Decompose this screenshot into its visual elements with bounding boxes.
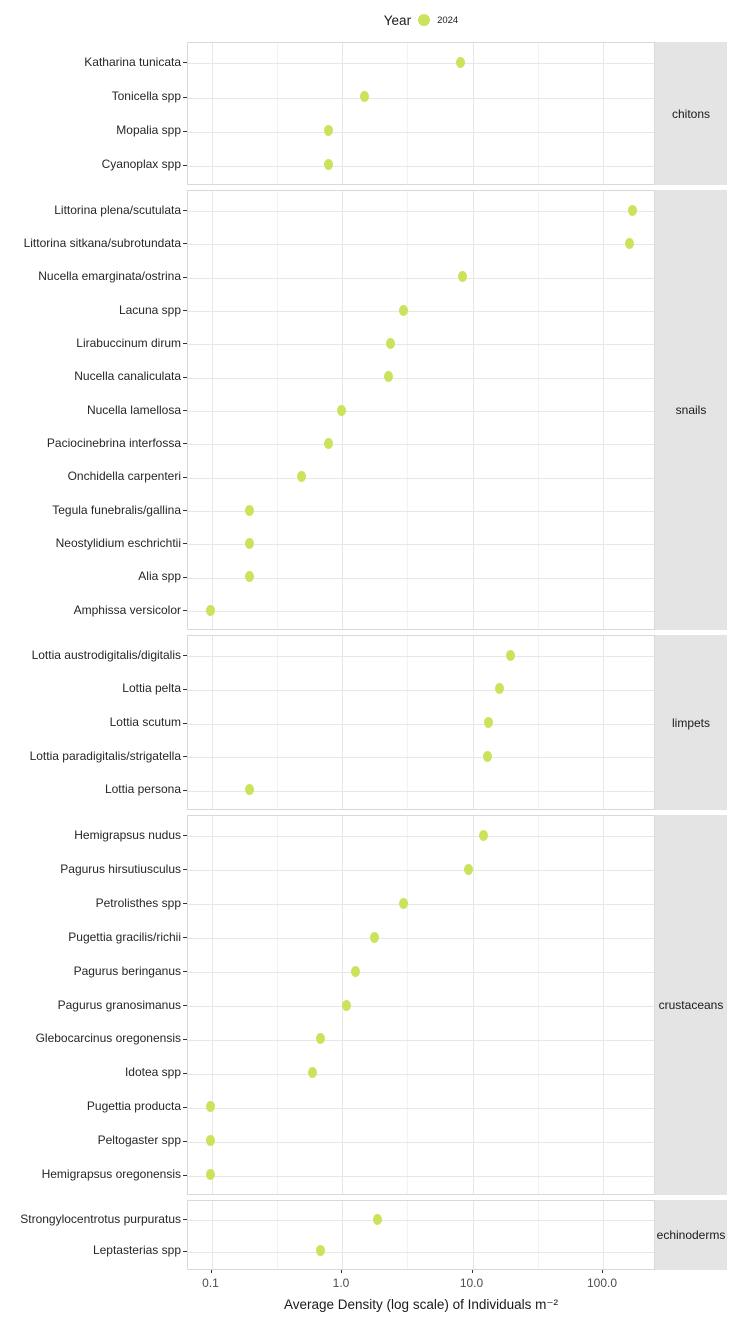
gridline-y-major xyxy=(188,611,654,612)
gridline-y-major xyxy=(188,1176,654,1177)
species-label: Lacuna spp xyxy=(118,302,181,317)
gridline-y-major xyxy=(188,656,654,657)
y-axis-tick xyxy=(183,610,187,611)
gridline-y-major xyxy=(188,166,654,167)
gridline-y-major xyxy=(188,244,654,245)
x-axis-tick-label: 0.1 xyxy=(202,1276,219,1290)
facet-strip-chitons xyxy=(655,42,727,185)
gridline-y-major xyxy=(188,724,654,725)
species-label: Lottia austrodigitalis/digitalis xyxy=(31,647,181,662)
gridline-x-minor xyxy=(277,1201,278,1269)
gridline-x-major xyxy=(212,636,213,809)
data-point xyxy=(484,717,493,728)
x-axis-tick xyxy=(602,1270,603,1273)
y-axis-tick xyxy=(183,377,187,378)
facet-strip-echinoderms xyxy=(655,1200,727,1270)
y-axis-tick xyxy=(183,543,187,544)
x-axis-title: Average Density (log scale) of Individuals m⁻² xyxy=(284,1297,558,1312)
y-axis-tick xyxy=(183,477,187,478)
species-label: Tonicella spp xyxy=(111,89,181,103)
species-label: Lottia paradigitalis/strigatella xyxy=(29,748,181,763)
gridline-y-major xyxy=(188,278,654,279)
species-label: Hemigrapsus nudus xyxy=(74,827,181,842)
data-point xyxy=(373,1214,382,1225)
y-axis-tick xyxy=(183,869,187,870)
y-axis-tick xyxy=(183,790,187,791)
gridline-y-major xyxy=(188,1108,654,1109)
gridline-x-major xyxy=(603,816,604,1194)
species-label: Nucella emarginata/ostrina xyxy=(38,269,181,284)
gridline-x-major xyxy=(603,636,604,809)
gridline-x-major xyxy=(342,636,343,809)
facet-panel-snails xyxy=(187,190,655,630)
gridline-y-major xyxy=(188,836,654,837)
data-point xyxy=(337,405,346,416)
gridline-y-major xyxy=(188,1220,654,1221)
y-axis-tick xyxy=(183,243,187,244)
y-axis-tick xyxy=(183,1073,187,1074)
gridline-x-minor xyxy=(407,636,408,809)
data-point xyxy=(628,205,637,216)
gridline-x-minor xyxy=(538,191,539,629)
gridline-y-major xyxy=(188,1252,654,1253)
gridline-x-minor xyxy=(277,191,278,629)
facet-strip-crustaceans xyxy=(655,815,727,1195)
data-point xyxy=(206,1169,215,1180)
species-label: Pagurus beringanus xyxy=(73,963,181,978)
species-label: Pagurus hirsutiusculus xyxy=(60,861,181,876)
species-label: Pagurus granosimanus xyxy=(57,997,181,1012)
gridline-x-minor xyxy=(538,1201,539,1269)
gridline-x-minor xyxy=(277,636,278,809)
species-label: Nucella canaliculata xyxy=(74,369,181,384)
species-label: Tegula funebralis/gallina xyxy=(52,502,181,517)
species-label: Pugettia gracilis/richii xyxy=(68,929,181,944)
data-point xyxy=(245,505,254,516)
y-axis-tick xyxy=(183,971,187,972)
y-axis-tick xyxy=(183,1219,187,1220)
x-axis-tick xyxy=(341,1270,342,1273)
gridline-y-major xyxy=(188,690,654,691)
gridline-x-minor xyxy=(277,816,278,1194)
species-label: Littorina plena/scutulata xyxy=(54,202,181,217)
data-point xyxy=(386,338,395,349)
y-axis-tick xyxy=(183,1141,187,1142)
y-axis-tick xyxy=(183,577,187,578)
facet-strip-label: echinoderms xyxy=(656,1228,726,1242)
legend xyxy=(187,8,655,32)
facet-strip-label: limpets xyxy=(671,715,710,730)
data-point xyxy=(399,305,408,316)
species-label: Mopalia spp xyxy=(116,123,181,137)
gridline-y-major xyxy=(188,132,654,133)
gridline-x-major xyxy=(212,1201,213,1269)
gridline-y-major xyxy=(188,544,654,545)
gridline-x-minor xyxy=(538,816,539,1194)
species-label: Peltogaster spp xyxy=(97,1133,181,1148)
facet-panel-crustaceans xyxy=(187,815,655,1195)
gridline-y-major xyxy=(188,311,654,312)
legend-entry-2024: 2024 xyxy=(437,14,459,26)
y-axis-tick xyxy=(183,131,187,132)
gridline-y-major xyxy=(188,870,654,871)
y-axis-tick xyxy=(183,937,187,938)
y-axis-tick xyxy=(183,310,187,311)
gridline-y-major xyxy=(188,211,654,212)
y-axis-tick xyxy=(183,756,187,757)
facet-panel-chitons xyxy=(187,42,655,185)
gridline-x-major xyxy=(603,1201,604,1269)
gridline-y-major xyxy=(188,1074,654,1075)
y-axis-tick xyxy=(183,903,187,904)
legend-title: Year xyxy=(383,12,412,28)
species-label: Pugettia producta xyxy=(86,1099,181,1114)
facet-strip-label: snails xyxy=(675,403,707,417)
species-label: Littorina sitkana/subrotundata xyxy=(23,235,181,250)
y-axis-tick xyxy=(183,62,187,63)
y-axis-tick xyxy=(183,97,187,98)
y-axis-tick xyxy=(183,410,187,411)
gridline-y-major xyxy=(188,972,654,973)
gridline-x-major xyxy=(473,1201,474,1269)
species-label: Leptasterias spp xyxy=(92,1243,181,1258)
x-axis-tick-label: 100.0 xyxy=(586,1276,618,1290)
y-axis-tick xyxy=(183,689,187,690)
y-axis-tick xyxy=(183,1175,187,1176)
data-point xyxy=(399,898,408,909)
data-point xyxy=(479,830,488,841)
species-label: Amphissa versicolor xyxy=(73,602,181,617)
y-axis-tick xyxy=(183,1251,187,1252)
gridline-y-major xyxy=(188,378,654,379)
y-axis-tick xyxy=(183,165,187,166)
species-label: Lottia pelta xyxy=(122,681,181,696)
data-point xyxy=(625,238,634,249)
data-point xyxy=(506,650,515,661)
gridline-x-major xyxy=(473,816,474,1194)
facet-strip-snails xyxy=(655,190,727,630)
gridline-y-major xyxy=(188,478,654,479)
gridline-y-major xyxy=(188,344,654,345)
data-point xyxy=(206,605,215,616)
facet-strip-label: chitons xyxy=(671,106,711,121)
species-label: Cyanoplax spp xyxy=(101,157,181,172)
species-label: Onchidella carpenteri xyxy=(67,469,181,484)
facet-strip-label: crustaceans xyxy=(658,998,724,1012)
data-point xyxy=(360,91,369,102)
y-axis-tick xyxy=(183,1107,187,1108)
gridline-y-major xyxy=(188,578,654,579)
gridline-x-minor xyxy=(407,191,408,629)
x-axis-tick xyxy=(472,1270,473,1273)
data-point xyxy=(342,1000,351,1011)
gridline-y-major xyxy=(188,757,654,758)
gridline-y-major xyxy=(188,98,654,99)
gridline-x-major xyxy=(342,1201,343,1269)
y-axis-tick xyxy=(183,655,187,656)
data-point xyxy=(458,271,467,282)
species-label: Lirabuccinum dirum xyxy=(76,335,181,350)
facet-panel-echinoderms xyxy=(187,1200,655,1270)
x-axis-tick-label: 1.0 xyxy=(332,1276,350,1290)
y-axis-tick xyxy=(183,343,187,344)
gridline-x-major xyxy=(212,191,213,629)
gridline-x-minor xyxy=(407,816,408,1194)
data-point xyxy=(464,864,473,875)
data-point xyxy=(324,159,333,170)
data-point xyxy=(370,932,379,943)
gridline-y-major xyxy=(188,511,654,512)
y-axis-tick xyxy=(183,723,187,724)
gridline-y-major xyxy=(188,63,654,64)
species-label: Strongylocentrotus purpuratus xyxy=(20,1211,181,1226)
y-axis-tick xyxy=(183,510,187,511)
species-label: Idotea spp xyxy=(124,1065,181,1080)
x-axis-tick xyxy=(211,1270,212,1273)
gridline-y-major xyxy=(188,444,654,445)
legend-point-icon xyxy=(418,14,430,26)
data-point xyxy=(324,438,333,449)
species-label: Katharina tunicata xyxy=(84,54,181,69)
data-point xyxy=(324,125,333,136)
gridline-y-major xyxy=(188,1040,654,1041)
species-label: Hemigrapsus oregonensis xyxy=(41,1167,181,1182)
data-point xyxy=(384,371,393,382)
facet-strip-limpets xyxy=(655,635,727,810)
gridline-y-major xyxy=(188,938,654,939)
data-point xyxy=(483,751,492,762)
species-label: Neostylidium eschrichtii xyxy=(55,535,181,550)
data-point xyxy=(456,57,465,68)
gridline-y-major xyxy=(188,791,654,792)
y-axis-tick xyxy=(183,443,187,444)
y-axis-tick xyxy=(183,1039,187,1040)
gridline-y-major xyxy=(188,411,654,412)
y-axis-tick xyxy=(183,835,187,836)
species-label: Alia spp xyxy=(138,569,181,584)
x-axis-tick-label: 10.0 xyxy=(459,1276,484,1290)
gridline-x-major xyxy=(473,636,474,809)
species-label: Lottia scutum xyxy=(109,715,181,729)
y-axis-tick xyxy=(183,210,187,211)
species-label: Lottia persona xyxy=(104,782,181,797)
species-label: Glebocarcinus oregonensis xyxy=(35,1031,181,1046)
gridline-x-major xyxy=(603,191,604,629)
species-label: Nucella lamellosa xyxy=(86,402,181,417)
gridline-y-major xyxy=(188,1006,654,1007)
species-label: Paciocinebrina interfossa xyxy=(46,435,181,450)
gridline-x-minor xyxy=(407,1201,408,1269)
y-axis-tick xyxy=(183,277,187,278)
data-point xyxy=(308,1067,317,1078)
facet-panel-limpets xyxy=(187,635,655,810)
y-axis-tick xyxy=(183,1005,187,1006)
gridline-y-major xyxy=(188,904,654,905)
gridline-y-major xyxy=(188,1142,654,1143)
species-label: Petrolisthes spp xyxy=(95,895,181,910)
gridline-x-minor xyxy=(538,636,539,809)
gridline-x-major xyxy=(473,191,474,629)
